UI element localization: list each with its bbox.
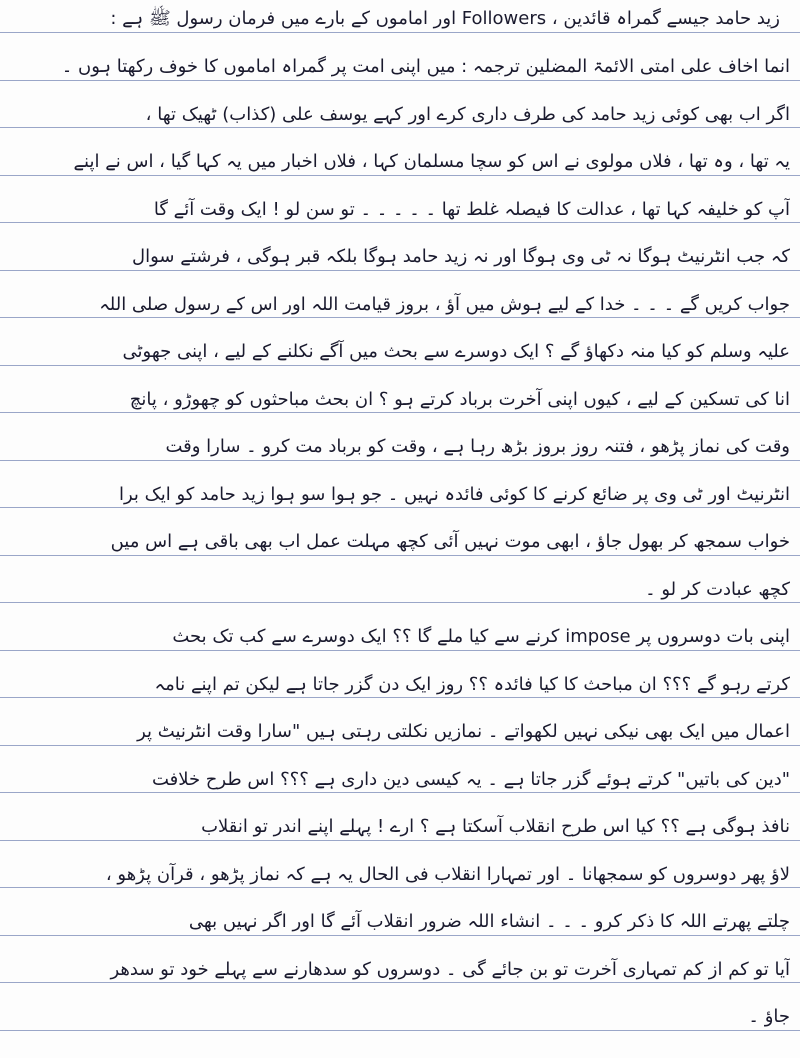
- text-line-12: خواب سمجھ کر بھول جاؤ ، ابھی موت نہیں آئی کچھ مہلت عمل اب بھی باقی ہے اس میں: [110, 531, 790, 552]
- text-line-15: کرتے رہو گے ؟؟؟ ان مباحث کا کیا فائدہ ؟؟ روز ایک دن گزر جاتا ہے لیکن تم اپنے نامہ: [154, 674, 790, 695]
- text-line-7: جواب کریں گے ۔ ۔ ۔ خدا کے لیے ہوش میں آؤ ، بروز قیامت اللہ اور اس کے رسول صلی اللہ: [99, 294, 790, 315]
- text-line-4: یہ تھا ، وہ تھا ، فلاں مولوی نے اس کو سچا مسلمان کہا ، فلاں اخبار میں یہ کہا گیا ، اس نے اپنے: [73, 151, 790, 172]
- text-line-17: "دین کی باتیں" کرتے ہوئے گزر جاتا ہے ۔ یہ کیسی دین داری ہے ؟؟؟ اس طرح خلافت: [151, 769, 790, 790]
- text-line-8: علیہ وسلم کو کیا منہ دکھاؤ گے ؟ ایک دوسرے سے بحث میں آگے نکلنے کے لیے ، اپنی جھوٹی: [122, 341, 790, 362]
- text-line-1: زید حامد جیسے گمراہ قائدین ، Followers اور اماموں کے بارے میں فرمان رسول ﷺ ہے :: [110, 8, 780, 29]
- text-line-21: آیا تو کم از کم تمہاری آخرت تو بن جائے گی ۔ دوسروں کو سدھارنے سے پہلے خود تو سدھر: [110, 959, 790, 980]
- text-line-14: اپنی بات دوسروں پر impose کرنے سے کیا ملے گا ؟؟ ایک دوسرے سے کب تک بحث: [172, 626, 790, 647]
- text-line-3: اگر اب بھی کوئی زید حامد کی طرف داری کرے اور کہے یوسف علی (کذاب) ٹھیک تھا ،: [145, 104, 790, 125]
- text-line-16: اعمال میں ایک بھی نیکی نہیں لکھواتے ۔ نمازیں نکلتی رہتی ہیں "سارا وقت انٹرنیٹ پر: [137, 721, 790, 742]
- text-line-9: انا کی تسکین کے لیے ، کیوں اپنی آخرت برباد کرتے ہو ؟ ان بحث مباحثوں کو چھوڑو ، پانچ: [129, 389, 790, 410]
- text-line-22: جاؤ ۔: [748, 1006, 790, 1027]
- text-line-10: وقت کی نماز پڑھو ، فتنہ روز بروز بڑھ رہا ہے ، وقت کو برباد مت کرو ۔ سارا وقت: [165, 436, 790, 457]
- text-line-6: کہ جب انٹرنیٹ ہوگا نہ ٹی وی ہوگا اور نہ زید حامد ہوگا بلکہ قبر ہوگی ، فرشتے سوال: [132, 246, 790, 267]
- text-line-18: نافذ ہوگی ہے ؟؟ کیا اس طرح انقلاب آسکتا ہے ؟ ارے ! پہلے اپنے اندر تو انقلاب: [201, 816, 790, 837]
- text-line-20: چلتے پھرتے اللہ کا ذکر کرو ۔ ۔ ۔ انشاء اللہ ضرور انقلاب آئے گا اور اگر نہیں بھی: [188, 911, 790, 932]
- text-line-5: آپ کو خلیفہ کہا تھا ، عدالت کا فیصلہ غلط تھا ۔ ۔ ۔ ۔ ۔ تو سن لو ! ایک وقت آئے گا: [153, 199, 790, 220]
- text-line-2: انما اخاف علی امتی الائمۃ المضلین ترجمہ : میں اپنی امت پر گمراہ اماموں کا خوف رکھتا ہوں ۔: [61, 56, 790, 77]
- text-line-11: انٹرنیٹ اور ٹی وی پر ضائع کرنے کا کوئی فائدہ نہیں ۔ جو ہوا سو ہوا زید حامد کو ایک برا: [118, 484, 790, 505]
- text-line-13: کچھ عبادت کر لو ۔: [645, 579, 790, 600]
- text-line-19: لاؤ پھر دوسروں کو سمجھانا ۔ اور تمہارا انقلاب فی الحال یہ ہے کہ نماز پڑھو ، قرآن پڑھو ،: [105, 864, 790, 885]
